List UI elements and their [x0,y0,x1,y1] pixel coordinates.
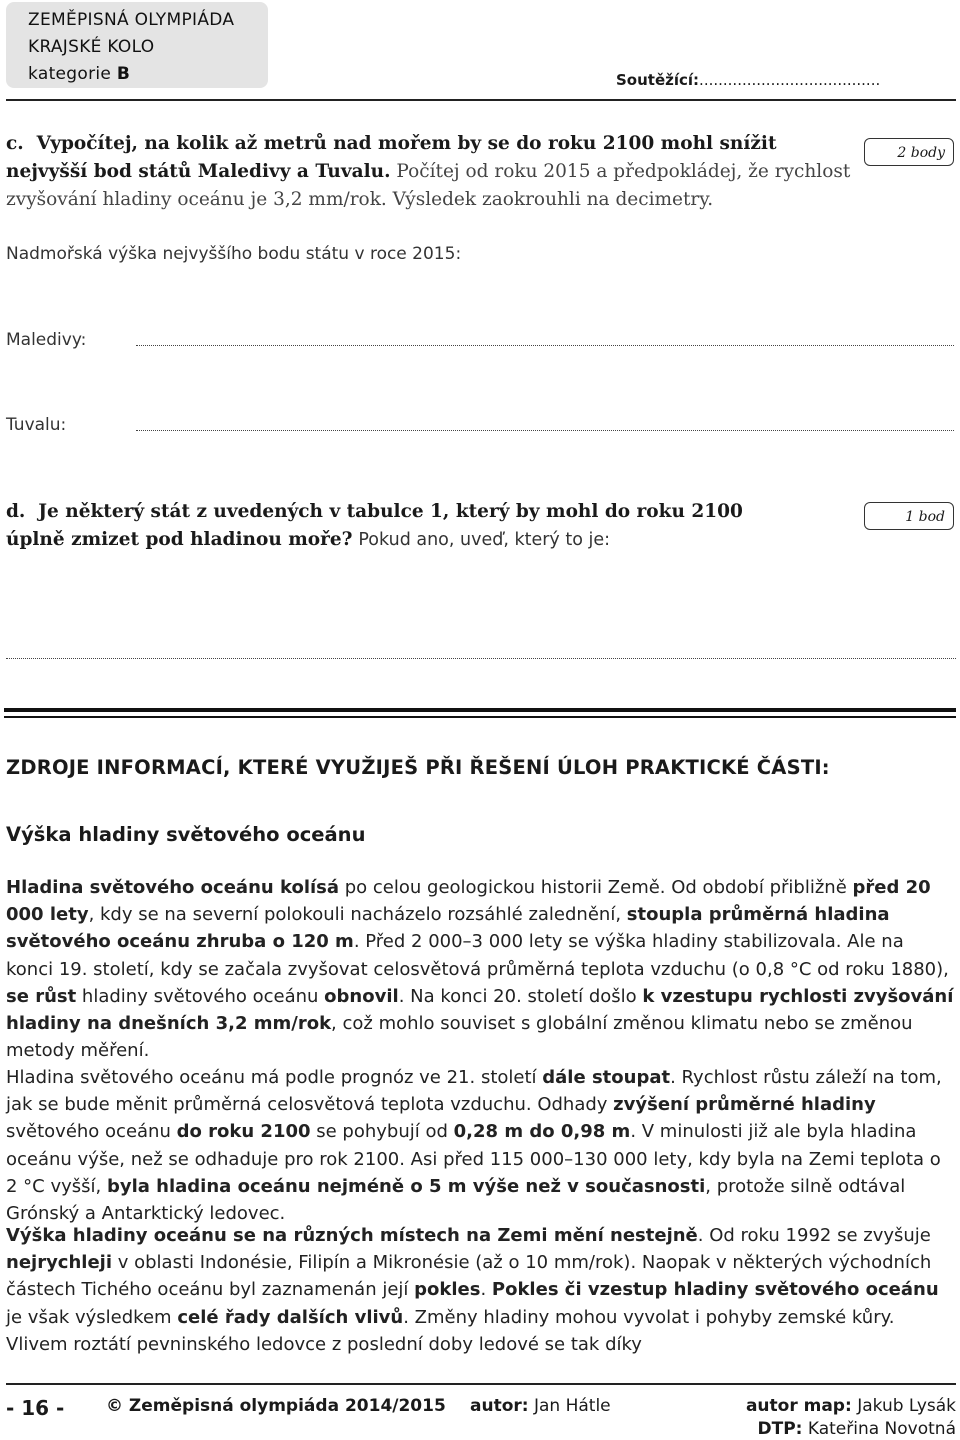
bold-run: dále stoupat [542,1067,671,1088]
question-c-text: Počítej od roku 2015 a předpokládej, že rychlost zvyšování hladiny oceánu je 3,2 mm/rok. Výsledek zaokrouhli na decimetry. [6,161,851,210]
paragraph-1 [6,874,954,1064]
question-d-letter: d. [6,501,26,522]
page-number: - 16 - [6,1396,65,1420]
text-run: . [480,1279,492,1301]
text-run: , protože silně odtával Grónský a Antarktický ledovec. [6,1175,906,1225]
bold-run: Výška hladiny oceánu se na různých místech na Zemi mění nestejně [6,1225,698,1246]
bold-run: Hladina světového oceánu kolísá [6,877,340,898]
text-run: světového oceánu [6,1121,177,1143]
section-rule-top [4,708,956,712]
competition-header [6,2,268,88]
text-run: se pohybují od [310,1121,454,1143]
header-round: KRAJSKÉ KOLO [28,37,155,57]
bold-run: nejrychleji [6,1252,113,1274]
bold-run: se růst [6,985,77,1007]
text-run: Hladina světového oceánu má podle prognóz ve 21. století [6,1067,543,1088]
dtp-credit: DTP: Kateřina Novotná [757,1419,956,1439]
author-credit: autor: Jan Hátle [470,1396,611,1416]
header-category: kategorie B [28,64,131,84]
text-run: . Rychlost růstu záleží na tom, jak se bude měnit průměrná celosvětová teplota vzduchu. Odhady [6,1067,942,1116]
header-divider [6,99,956,101]
maps-credit: autor map: Jakub Lysák [745,1396,956,1416]
bold-run: celé řady dalších vlivů [177,1306,404,1328]
tuvalu-label: Tuvalu: [6,415,67,435]
contestant-field[interactable]: Soutěžící:...................................... [616,71,881,89]
bold-run: zvýšení průměrné hladiny [613,1094,876,1116]
question-c-letter: c. [6,133,24,154]
text-run: . V minulosti již ale byla hladina oceánu výše, než se odhaduje pro rok 2100. Asi před 115 000–130 000 lety, kdy byla na Zemi teplota o 2 °C vyšší, [6,1121,941,1197]
section-title: Výška hladiny světového oceánu [6,823,366,846]
sources-heading: ZDROJE INFORMACÍ, KTERÉ VYUŽIJEŠ PŘI ŘEŠENÍ ÚLOH PRAKTICKÉ ČÁSTI: [6,756,830,779]
bold-run: pokles [414,1279,481,1301]
text-run: hladiny světového oceánu [76,985,325,1007]
maldives-label: Maledivy: [6,330,87,350]
copyright: © Zeměpisná olympiáda 2014/2015 [106,1396,446,1416]
bold-run: k vzestupu rychlosti zvyšování hladiny na dnešních 3,2 mm/rok [6,985,954,1035]
points-badge-d: 1 bod [864,502,954,530]
text-run: je však výsledkem [6,1306,178,1328]
bold-run: stoupla průměrná hladina světového oceánu zhruba o 120 m [6,904,890,953]
points-badge-c: 2 body [864,138,954,166]
question-d-text: Pokud ano, uveď, který to je: [358,530,610,550]
bold-run: obnovil [324,985,399,1007]
text-run: , kdy se na severní polokouli nacházelo rozsáhlé zalednění, [88,904,627,926]
bold-run: Pokles či vzestup hladiny světového oceánu [491,1279,939,1301]
maldives-answer-line[interactable] [136,345,954,346]
footer-divider [6,1383,956,1385]
question-d [6,498,806,554]
text-run: , což mohlo souviset s globální změnou klimatu nebo se změnou metody měření. [6,1013,913,1062]
text-run: v oblasti Indonésie, Filipín a Mikronésie (až o 10 mm/rok). Naopak v některých východních částech Tichého oceánu byl zaznamenán její [6,1252,932,1301]
section-rule-bottom [4,716,956,718]
text-run: . Od roku 1992 se zvyšuje [697,1225,931,1246]
text-run: . Před 2 000–3 000 lety se výška hladiny stabilizovala. Ale na konci 19. století, kdy se začala zvyšovat celosvětová průměrná teplota vzduchu (o 0,8 °C od roku 1880), [6,931,949,980]
paragraph-2 [6,1064,954,1227]
text-run: . Změny hladiny mohou vyvolat i pohyby zemské kůry. Vlivem roztátí pevninského ledovce z poslední doby ledové se tak díky [6,1306,895,1355]
bold-run: do roku 2100 [176,1121,311,1143]
bold-run: 0,28 m do 0,98 m [453,1121,631,1143]
bold-run: před 20 000 lety [6,877,931,926]
paragraph-3 [6,1222,954,1358]
elevation-label: Nadmořská výška nejvyššího bodu státu v roce 2015: [6,244,462,264]
header-title: ZEMĚPISNÁ OLYMPIÁDA [28,10,235,30]
text-run: po celou geologickou historii Země. Od období přibližně [339,877,853,898]
question-d-bold: Je některý stát z uvedených v tabulce 1, který by mohl do roku 2100 úplně zmizet pod hladinou moře? [6,501,743,550]
question-c-bold: Vypočítej, na kolik až metrů nad mořem by se do roku 2100 mohl snížit nejvyšší bod států Maledivy a Tuvalu. [6,133,777,182]
question-c [6,130,852,214]
bold-run: byla hladina oceánu nejméně o 5 m výše než v současnosti [106,1175,706,1197]
question-d-answer-line[interactable] [6,658,956,659]
text-run: . Na konci 20. století došlo [398,985,643,1007]
tuvalu-answer-line[interactable] [136,430,954,431]
